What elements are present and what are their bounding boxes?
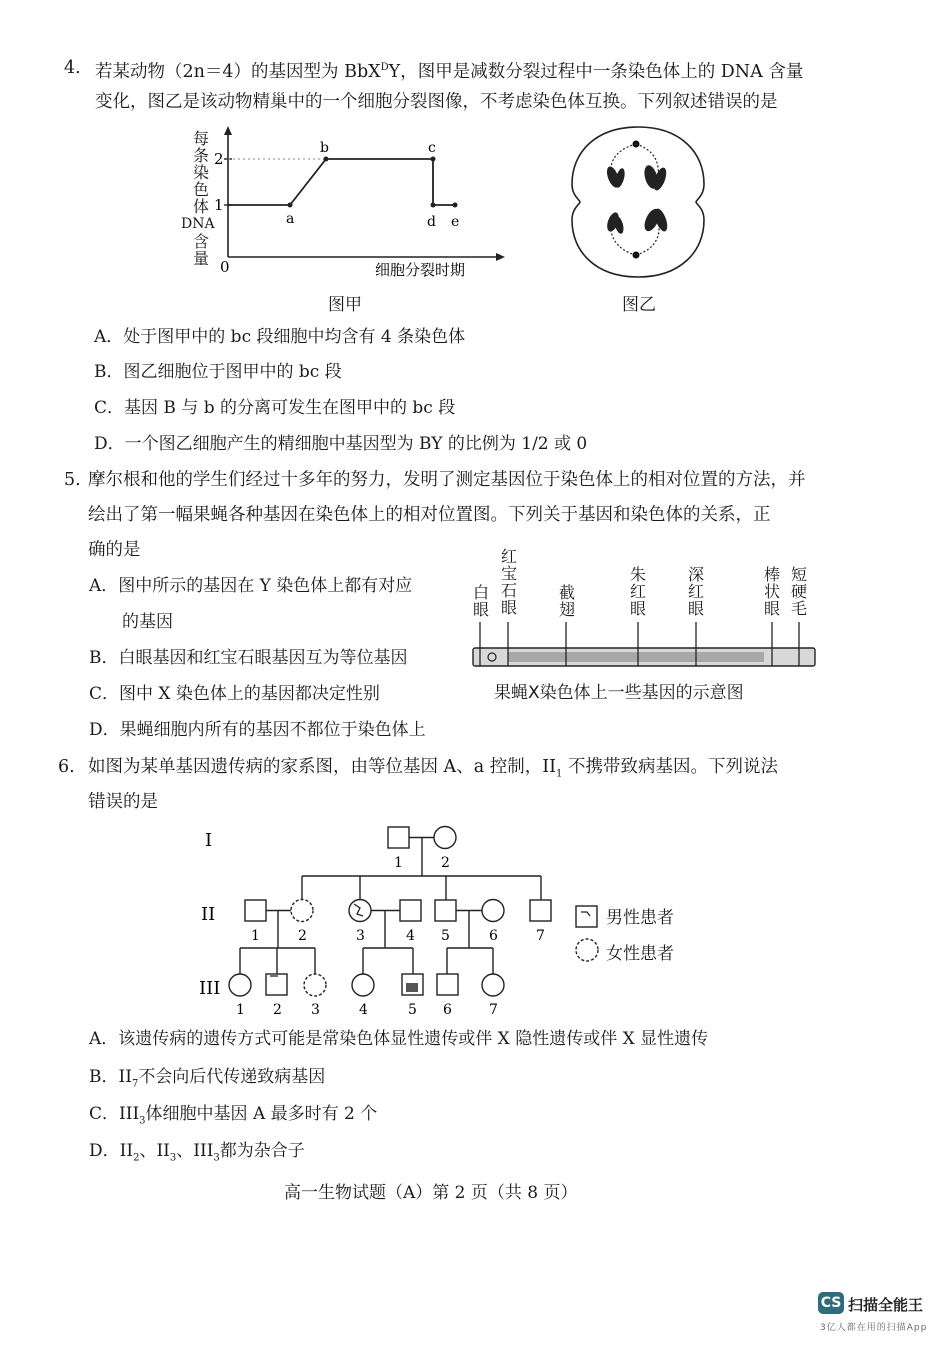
q5-option-d: D．果蝇细胞内所有的基因不都位于染色体上: [89, 720, 426, 740]
III-2-num: 2: [273, 1002, 282, 1018]
II-1-num: 1: [251, 928, 260, 944]
camscanner-name: 扫描全能王: [848, 1296, 924, 1314]
III-3-num: 3: [311, 1002, 320, 1018]
II-5-num: 5: [441, 928, 450, 944]
II-4-male: [400, 900, 421, 921]
gene-label-ruby-eye: 红 宝 石 眼: [500, 547, 517, 617]
y-tick-label-1: 1: [214, 196, 224, 214]
camscanner-tagline: 3亿人都在用的扫描App: [820, 1323, 928, 1333]
III-6-num: 6: [443, 1002, 452, 1018]
q4-number: 4.: [64, 58, 81, 78]
page-footer: 高一生物试题（A）第 2 页（共 8 页）: [284, 1183, 578, 1203]
q4-option-c: C．基因 B 与 b 的分离可发生在图甲中的 bc 段: [94, 398, 456, 418]
III-5-marking: [406, 983, 418, 992]
chromosomes-upper: [605, 164, 669, 192]
II-3-marking: [354, 904, 363, 916]
point-d: [431, 203, 436, 208]
point-c: [431, 157, 436, 162]
III-4-female: [352, 974, 374, 996]
y-axis-label-bottom: 含 量: [192, 232, 209, 268]
II-6-num: 6: [489, 928, 498, 944]
chromosome-caption: 果蝇X染色体上一些基因的示意图: [494, 683, 744, 703]
gene-label-carmine-eye: 深 红 眼: [687, 565, 704, 618]
figure-b-caption: 图乙: [622, 295, 656, 315]
II-2-female-affected: [291, 900, 313, 922]
camscanner-logo-icon: CS: [818, 1292, 844, 1314]
legend-female-label: 女性患者: [606, 944, 674, 964]
II-5-male: [435, 900, 456, 921]
x-chromosome-bar: [468, 622, 820, 672]
y-axis-label-dna: DNA: [181, 216, 215, 232]
III-2-male: [266, 974, 287, 995]
I-2-num: 2: [441, 855, 450, 871]
gen-label-II: II: [201, 904, 216, 925]
figure-a-caption: 图甲: [328, 295, 362, 315]
q6-option-d: D．$II_2$、$II_3$、$III_3$都为杂合子: [89, 1141, 305, 1164]
q6-number: 6.: [58, 757, 75, 777]
point-a: [288, 203, 293, 208]
I-1-male: [388, 827, 409, 848]
y-axis-arrow: [224, 126, 232, 135]
gene-label-cut-wing: 截 翅: [558, 583, 575, 619]
q6-option-b: B．$II_7$不会向后代传递致病基因: [89, 1067, 326, 1090]
III-7-num: 7: [489, 1002, 498, 1018]
II-7-male: [530, 900, 551, 921]
q5-option-a: A．图中所示的基因在 Y 染色体上都有对应: [89, 576, 413, 596]
point-b: [324, 157, 329, 162]
gen-label-III: III: [199, 978, 221, 999]
cell-division-figure: [568, 122, 708, 282]
q4-option-a: A．处于图甲中的 bc 段细胞中均含有 4 条染色体: [94, 327, 466, 347]
q4-stem-line1: 若某动物（2n＝4）的基因型为 BbX$^D$Y，图甲是减数分裂过程中一条染色体上的 DNA 含量: [95, 61, 804, 82]
legend-male-label: 男性患者: [606, 908, 674, 928]
II-3-num: 3: [356, 928, 365, 944]
III-5-num: 5: [408, 1002, 417, 1018]
label-e: e: [451, 214, 460, 230]
dna-content-line: [228, 159, 455, 205]
II-4-num: 4: [406, 928, 415, 944]
chromosomes-lower: [605, 207, 670, 235]
I-1-num: 1: [394, 855, 403, 871]
chromosome-band: [508, 652, 764, 662]
dna-content-graph: [180, 122, 510, 282]
II-3-female-affected: [349, 900, 371, 922]
x-axis-label: 细胞分裂时期: [375, 261, 466, 279]
legend-male-symbol: [576, 906, 597, 927]
q5-stem-line2: 绘出了第一幅果蝇各种基因在染色体上的相对位置图。下列关于基因和染色体的关系，正: [88, 505, 771, 525]
legend-female-symbol: [576, 939, 598, 961]
label-c: c: [428, 140, 436, 156]
II-7-num: 7: [536, 928, 545, 944]
y-tick-label-2: 2: [214, 150, 224, 168]
q5-option-a-cont: 的基因: [122, 612, 173, 632]
q6-option-c: C．$III_3$体细胞中基因 A 最多时有 2 个: [89, 1104, 378, 1127]
gene-label-bristle: 短 硬 毛: [790, 565, 807, 618]
label-b: b: [320, 140, 329, 156]
III-1-num: 1: [236, 1002, 245, 1018]
III-7-female: [482, 974, 504, 996]
II-6-female: [482, 900, 504, 922]
gen-label-I: I: [205, 830, 213, 851]
q4-option-d: D．一个图乙细胞产生的精细胞中基因型为 BY 的比例为 1/2 或 0: [94, 434, 588, 454]
I-2-female: [434, 827, 456, 849]
q4-option-b: B．图乙细胞位于图甲中的 bc 段: [94, 362, 342, 382]
II-2-num: 2: [298, 928, 307, 944]
label-d: d: [427, 214, 436, 230]
point-e: [453, 203, 458, 208]
spindle-fibers: [611, 144, 659, 255]
q5-option-b: B．白眼基因和红宝石眼基因互为等位基因: [89, 648, 408, 668]
II-1-male: [245, 900, 266, 921]
x-axis-arrow: [496, 253, 505, 261]
III-3-female-affected: [304, 974, 326, 996]
y-axis-label-top: 每 条 染 色 体: [192, 129, 209, 216]
q6-stem-line2: 错误的是: [88, 792, 158, 812]
q5-option-c: C．图中 X 染色体上的基因都决定性别: [89, 684, 380, 704]
gene-label-vermilion-eye: 朱 红 眼: [629, 565, 646, 618]
label-a: a: [286, 211, 295, 227]
III-4-num: 4: [359, 1002, 368, 1018]
origin-label: 0: [220, 258, 230, 276]
q4-stem-line2: 变化，图乙是该动物精巢中的一个细胞分裂图像，不考虑染色体互换。下列叙述错误的是: [95, 92, 778, 112]
q5-number: 5.: [64, 470, 81, 490]
III-1-female: [229, 974, 251, 996]
q6-stem-line1: 如图为某单基因遗传病的家系图，由等位基因 A、a 控制，$II_1$ 不携带致病基因。下列说法: [88, 757, 778, 780]
III-6-male: [437, 974, 458, 995]
q5-stem-line1: 摩尔根和他的学生们经过十多年的努力，发明了测定基因位于染色体上的相对位置的方法，并: [88, 470, 806, 490]
q5-stem-line3: 确的是: [88, 540, 141, 560]
q6-option-a: A．该遗传病的遗传方式可能是常染色体显性遗传或伴 X 隐性遗传或伴 X 显性遗传: [89, 1029, 709, 1049]
gene-label-bar-eye: 棒 状 眼: [763, 565, 780, 618]
gene-label-white-eye: 白 眼: [472, 583, 489, 619]
